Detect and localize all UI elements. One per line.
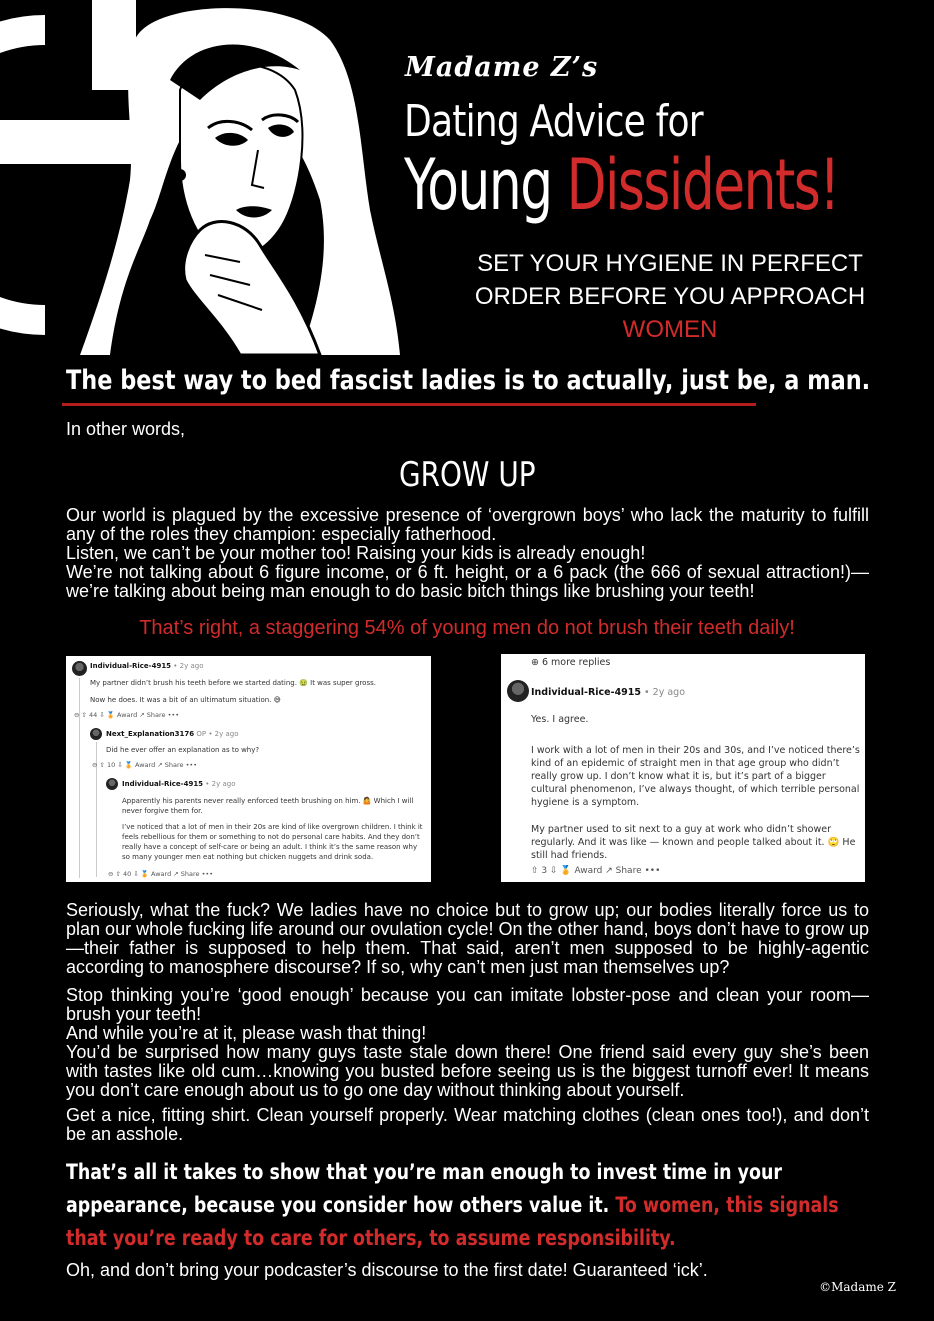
grow-up-heading: GROW UP xyxy=(398,455,536,495)
copyright: ©Madame Z xyxy=(819,1280,896,1294)
username: Individual-Rice-4915 xyxy=(122,780,204,788)
title-line2 xyxy=(404,144,839,226)
title-word-dissidents: Dissidents! xyxy=(566,144,839,226)
subhead-line1: SET YOUR HYGIENE IN PERFECT xyxy=(477,250,863,277)
timestamp: • 2y ago xyxy=(171,662,204,670)
comment-action-bar[interactable]: ⊖ ⇧ 40 ⇩ 🏅 Award ↗ Share ••• xyxy=(108,870,214,878)
statistic-callout: That’s right, a staggering 54% of young men do not brush their teeth daily! xyxy=(139,617,795,639)
para-7: You’d be surprised how many guys taste stale down there! One friend said every guy she’s been with tastes like old cum…knowing you busted before seeing us is the biggest turnoff ever! It means you don’t care enough about us to go one day without thinking about yourself. xyxy=(66,1042,869,1100)
para-6: And while you’re at it, please wash that thing! xyxy=(66,1023,427,1043)
avatar xyxy=(106,778,118,790)
comment-text: My partner didn’t brush his teeth before we started dating. 🤢 It was super gross. xyxy=(90,679,376,687)
title-word-young: Young xyxy=(404,144,552,226)
avatar xyxy=(90,728,102,740)
section-heading xyxy=(0,455,934,495)
more-replies-link[interactable]: ⊕ 6 more replies xyxy=(531,657,611,668)
header-illustration xyxy=(0,0,400,355)
avatar xyxy=(72,661,87,676)
comment-text: Apparently his parents never really enforced teeth brushing on him. 🤷 Which I will never forgive them for. xyxy=(122,797,414,815)
body-paragraph-4: Seriously, what the fuck? We ladies have no choice but to grow up; our bodies literally force us to plan our whole fucking life around our ovulation cycle! On the other hand, boys don’t have to grow up—their father is supposed to help them. That said, aren’t men supposed to be highly-agentic according to manosphere discourse? If so, why can’t men just man themselves up? xyxy=(66,900,869,977)
subheading xyxy=(460,247,880,346)
username: Individual-Rice-4915 xyxy=(90,662,172,670)
subhead-red: WOMEN xyxy=(622,316,718,343)
comment-text: I work with a lot of men in their 20s and 30s, and I’ve noticed there’s kind of an epidemic of straight men in that age group who didn’t really grow up. I don’t know what it is, but it’s part of a bigger cultural phenomenon, I’ve always thought, of which terrible personal hygiene is a symptom. xyxy=(531,745,860,808)
thread-line xyxy=(79,678,80,878)
avatar xyxy=(507,680,529,702)
reddit-screenshot-1 xyxy=(66,656,431,882)
subhead-line2: ORDER BEFORE YOU APPROACH xyxy=(474,283,866,310)
comment-header xyxy=(90,661,203,671)
reddit-screenshot-2 xyxy=(501,654,865,882)
para-3: We’re not talking about 6 figure income, or 6 ft. height, or a 6 pack (the 666 of sexual attraction!)—we’re talking about being man enough to do basic bitch things like brushing your teeth! xyxy=(66,562,869,601)
brand-name: Madame Z’s xyxy=(405,52,599,83)
closing-statement xyxy=(66,1156,869,1255)
comment-header xyxy=(106,729,239,739)
final-note: Oh, and don’t bring your podcaster’s discourse to the first date! Guaranteed ‘ick’. xyxy=(66,1260,708,1280)
intro-text: In other words, xyxy=(66,419,186,439)
comment-text: Now he does. It was a bit of an ultimatum situation. 😅 xyxy=(90,696,281,704)
comment-text: My partner used to sit next to a guy at work who didn’t shower regularly. And it was like — known and people talked about it. 🙄 He still had friends. xyxy=(531,824,856,861)
para-2: Listen, we can’t be your mother too! Raising your kids is already enough! xyxy=(66,543,646,563)
closing-white: That’s all it takes to show that you’re man enough to invest time in your appearance, because you consider how others value it. xyxy=(66,1160,782,1217)
lead-underline xyxy=(62,403,756,406)
comment-action-bar[interactable]: ⊖ ⇧ 44 ⇩ 🏅 Award ↗ Share ••• xyxy=(74,711,180,719)
username: Next_Explanation3176 xyxy=(106,730,195,738)
timestamp: OP • 2y ago xyxy=(194,730,239,738)
body-paragraph-8: Get a nice, fitting shirt. Clean yourself properly. Wear matching clothes (clean ones too!), and don’t be an asshole. xyxy=(66,1105,869,1144)
timestamp: • 2y ago xyxy=(203,780,236,788)
comment-text: Yes. I agree. xyxy=(531,714,589,725)
username: Individual-Rice-4915 xyxy=(531,687,642,698)
comment-header xyxy=(531,686,685,699)
para-5: Stop thinking you’re ‘good enough’ because you can imitate lobster-pose and clean your room—brush your teeth! xyxy=(66,985,869,1024)
comment-header xyxy=(122,779,235,789)
title-line1: Dating Advice for xyxy=(404,96,703,147)
comment-text: I’ve noticed that a lot of men in their 20s are kind of like overgrown children. I think it feels rebellious for them or something to not do personal care habits. And they don’t really have a concept of self-care or being an adult. I think it’s the same reason why so many younger men eat nothing but chicken nuggets and drink soda. xyxy=(122,823,423,861)
body-paragraph-5 xyxy=(66,986,869,1100)
comment-action-bar[interactable]: ⇧ 3 ⇩ 🏅 Award ↗ Share ••• xyxy=(531,866,661,876)
comment-action-bar[interactable]: ⊖ ⇧ 10 ⇩ 🏅 Award ↗ Share ••• xyxy=(92,761,198,769)
timestamp: • 2y ago xyxy=(641,687,686,698)
comment-text: Did he ever offer an explanation as to why? xyxy=(106,746,260,754)
lead-statement: The best way to bed fascist ladies is to actually, just be, a man. xyxy=(66,365,871,396)
closing-red: To women, this signals that you’re ready to care for others, to assume responsibility. xyxy=(66,1193,839,1250)
body-paragraph-1 xyxy=(66,506,869,601)
para-1: Our world is plagued by the excessive presence of ‘overgrown boys’ who lack the maturity to fulfill any of the roles they champion: especially fatherhood. xyxy=(66,505,869,544)
